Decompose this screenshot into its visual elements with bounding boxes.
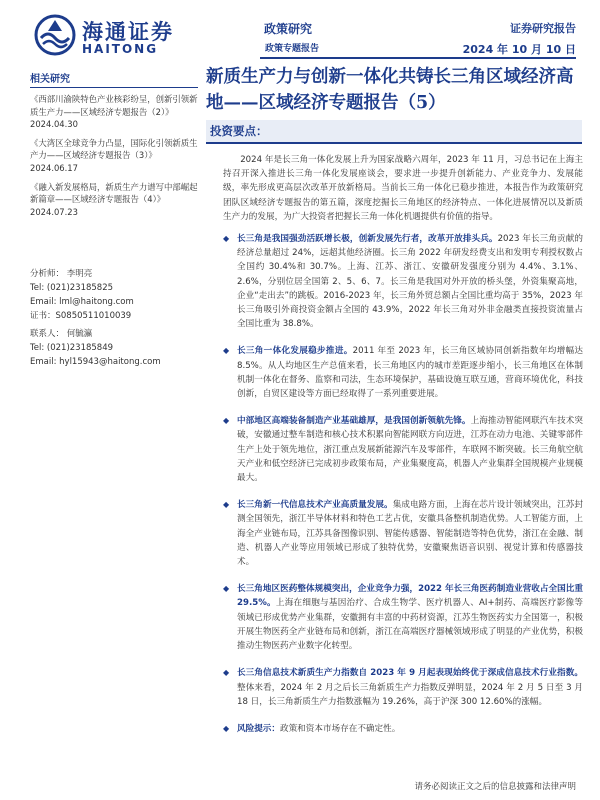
key-point-lead: 中部地区高端装备制造产业基础雄厚，是我国创新领航先锋。 [237, 416, 471, 427]
key-point-lead: 长三角一体化发展稳步推进。 [237, 346, 353, 357]
related-item[interactable] [30, 137, 198, 175]
related-research [30, 70, 198, 224]
key-point [223, 344, 583, 401]
analyst-tel: Tel: (021)23185825 [30, 283, 114, 293]
key-point-lead: 长三角信息技术新质生产力指数自 2023 年 9 月起表现始终优于深成信息技术行业指数。 [237, 668, 583, 679]
key-point-text: 上海推动智能网联汽车技术突破，安徽通过整车制造和核心技术积累向智能网联方向迈进，江苏在动力电池、关键零部件生产上处于领先地位，浙江重点发展新能源汽车及零部件，车联网不断突破。长三角航空航天产业和低空经济已完成初步政策布局，产业集聚度高，机器人产业集群全国规模产业规模最大。 [237, 416, 583, 484]
related-research-title: 相关研究 [30, 70, 198, 88]
key-point-text: 整体来看，2024 年 2 月之后长三角新质生产力指数反弹明显，2024 年 2 月 5 日至 3 月 18 日，长三角新质生产力指数涨幅为 19.26%，高于沪深 300 12.60%的涨幅。 [237, 682, 583, 707]
analyst-email[interactable]: Email: lml@haitong.com [30, 297, 134, 307]
key-point-text: 2023 年长三角贡献的经济总量超过 24%，远超其他经济圈。长三角 2022 年研发经费支出和发明专利授权数占全国约 30.4%和 30.7%。上海、江苏、浙江、安徽研发强度分别为 4.4%、3.1%、2.6%，分别位居全国第 2、5、6、7。长三角是我国对外开放的桥头堡，外资集聚高地，企业“走出去”的跳板。2016-2023 年，长三角外贸总额占全国比重均高于 35%，2023 年长三角吸引外商投资金额占全国的 43.9%，2022 年长三角对外非金融类直接投资流量占全国比重为 38.8%。 [237, 234, 583, 330]
analyst-line [30, 267, 198, 281]
report-body [223, 153, 583, 749]
risk-warning-label: 风险提示： [237, 723, 280, 734]
related-item-date: 2024.07.23 [30, 206, 78, 217]
analyst-contacts [30, 267, 198, 369]
analyst-role: 分析师： [30, 269, 65, 279]
report-category: 政策研究 [264, 22, 313, 36]
report-subcategory: 政策专题报告 [265, 44, 320, 54]
intro-paragraph: 2024 年是长三角一体化发展上升为国家战略六周年，2023 年 11 月，习总书记在上海主持召开深入推进长三角一体化发展座谈会，要求进一步提升创新能力、产业竞争力、发展能级，率先形成更高层次改革开放新格局。当前长三角一体化已稳步推进，本报告作为政策研究团队区域经济专题报告的第五篇，深度挖掘长三角地区的经济特点、一体化进展情况以及新质生产力的发展，为广大投资者把握长三角一体化机遇提供有价值的指导。 [223, 155, 583, 222]
page-header [0, 0, 600, 62]
key-point [223, 498, 583, 569]
related-item[interactable] [30, 181, 198, 219]
footer-disclaimer: 请务必阅读正文之后的信息披露和法律声明 [414, 782, 576, 792]
logo-chinese-name: 海通证券 [82, 19, 174, 44]
analyst-name: 李明亮 [66, 269, 93, 279]
header-divider [260, 57, 576, 59]
report-title: 新质生产力与创新一体化共铸长三角区域经济高地——区域经济专题报告（5） [206, 67, 574, 113]
related-item-date: 2024.04.30 [30, 119, 78, 130]
related-item-date: 2024.06.17 [30, 162, 78, 173]
key-point [223, 666, 583, 709]
related-item-title: 《大湾区全球竞争力凸显，国际化引领新质生产力——区域经济专题报告（3）》 [30, 137, 198, 161]
report-type: 证券研究报告 [510, 22, 576, 35]
key-point [223, 582, 583, 653]
key-point-lead: 长三角地区医药整体规模突出，企业竞争力强，2022 年长三角医药制造业营收占全国比重 29.5%。 [237, 584, 583, 609]
contact-line [30, 327, 198, 341]
key-point [223, 414, 583, 485]
brand-logo [34, 14, 204, 56]
key-point-text: 上海在细胞与基因治疗、合成生物学、医疗机器人、AI+制药、高端医疗影像等领域已形成优势产业集群，安徽拥有丰富的中药材资源，江苏生物医药实力全国第一，积极开展生物医药全产业链布局和创新，浙江在高端医疗器械领域形成了明显的产业优势，积极推动生物医药产业数字化转型。 [237, 598, 583, 652]
related-item-title: 《西部川渝陕特色产业核彩纷呈，创新引领新质生产力——区域经济专题报告（2）》 [30, 94, 198, 117]
related-item[interactable] [30, 93, 198, 131]
haitong-logo-icon [34, 14, 76, 56]
contact-name: 何毓瀛 [66, 329, 93, 339]
analyst-cert: 证书：S0850511010039 [30, 311, 132, 321]
key-point-lead: 长三角新一代信息技术产业高质量发展。 [237, 500, 393, 511]
report-date: 2024 年 10 月 10 日 [462, 43, 576, 56]
key-point-lead: 长三角是我国强劲活跃增长极，创新发展先行者，改革开放排头兵。 [237, 234, 498, 245]
key-point-text: 集成电路方面，上海在芯片设计领域突出，江苏封测全国领先，浙江半导体材料和特色工艺占优，安徽具备整机制造优势。人工智能方面，上海全产业链布局，江苏具备图像识别、智能传感器、智能制造等特色优势，浙江在金融、制造、机器人产业等应用领域已形成了独特优势，安徽聚焦语音识别、视觉计算和传感器技术。 [237, 500, 583, 568]
key-point [223, 232, 583, 331]
key-point-text: 2011 年至 2023 年，长三角区域协同创新指数年均增幅达 8.5%。从人均地区生产总值来看，长三角地区内的城市差距逐步缩小，长三角地区在体制机制一体化在督务、监察和司法，生态环境保护，基础设施互联互通，营商环境优化，科技创新，自贸区建设等方面已经取得了一系列重要进展。 [237, 346, 583, 400]
risk-warning [223, 722, 583, 736]
contact-email[interactable]: Email: hyl15943@haitong.com [30, 357, 161, 367]
logo-english-name: HAITONG [82, 42, 159, 56]
contact-role: 联系人： [30, 329, 65, 339]
related-item-title: 《融入新发展格局，新质生产力谱写中部崛起新篇章——区域经济专题报告（4）》 [30, 181, 198, 205]
key-points-label: 投资要点： [210, 124, 268, 138]
risk-warning-text: 政策和资本市场存在不确定性。 [279, 723, 401, 734]
contact-tel: Tel: (021)23185849 [30, 343, 114, 353]
